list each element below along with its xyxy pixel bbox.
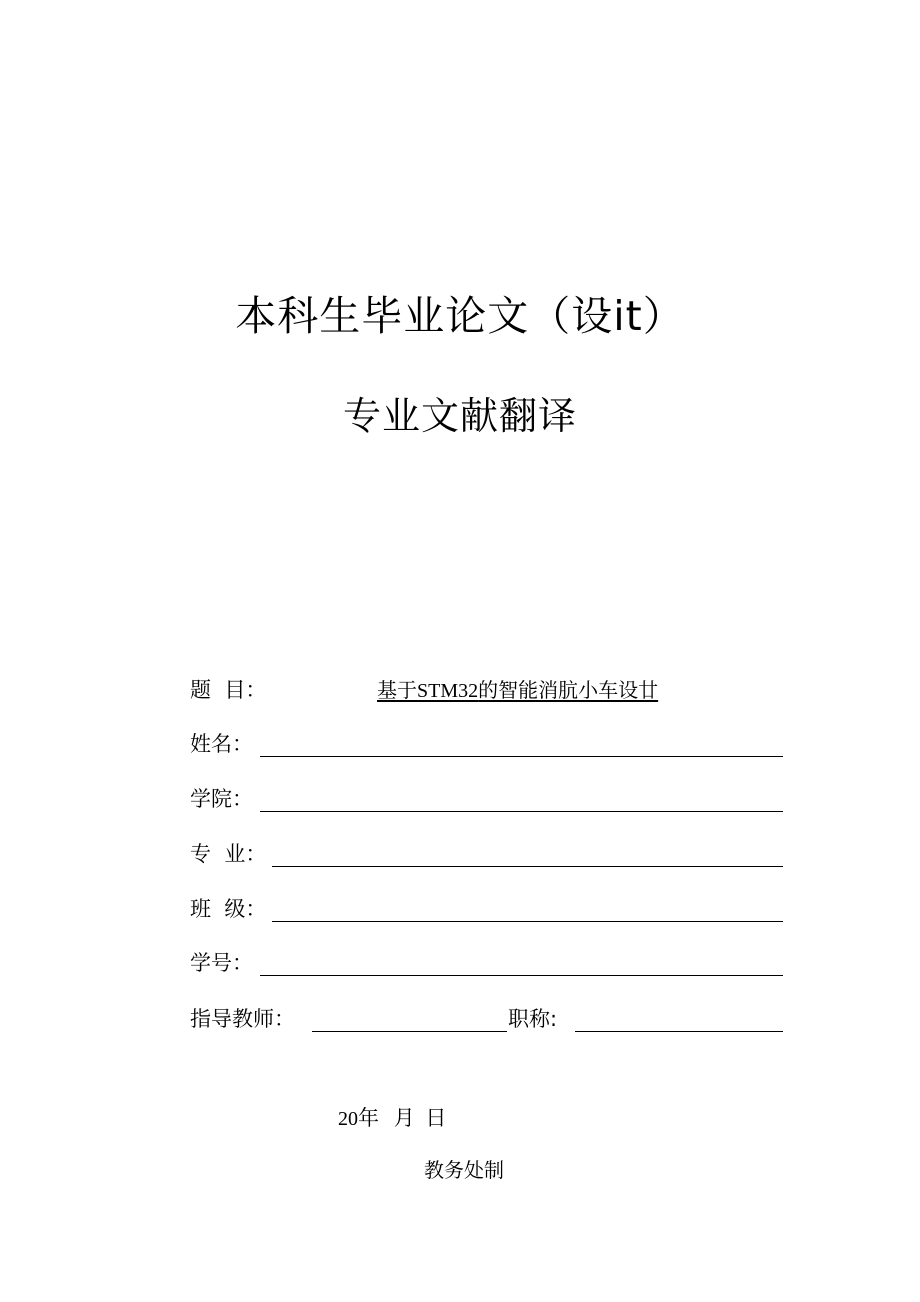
college-field[interactable]: [260, 811, 783, 812]
topic-value-prefix: 基于: [377, 678, 417, 702]
advisor-field[interactable]: [312, 1031, 507, 1032]
advisor-label: 指导教师：: [190, 1007, 295, 1031]
student-id-field[interactable]: [260, 975, 783, 976]
topic-row: [190, 673, 785, 707]
date-day: 日: [425, 1106, 447, 1130]
college-label: 学院：: [190, 787, 253, 811]
class-field[interactable]: [272, 921, 783, 922]
student-id-label: 学号：: [190, 951, 253, 975]
document-subtitle: 专业文献翻译: [342, 394, 577, 438]
date-year-unit: 年: [358, 1106, 379, 1130]
topic-value-code: STM32: [417, 680, 479, 702]
issuing-office: 教务处制: [424, 1158, 504, 1182]
topic-value: [377, 673, 658, 708]
major-field[interactable]: [272, 866, 783, 867]
topic-value-suffix: 的智能消肮小车设廿: [478, 678, 659, 702]
advisor-row: [190, 1002, 785, 1036]
student-id-row: [190, 946, 785, 980]
name-row: [190, 727, 785, 761]
college-row: [190, 782, 785, 816]
major-label: 专 业：: [190, 842, 267, 866]
major-row: [190, 837, 785, 871]
topic-label: 题 目：: [190, 678, 267, 702]
name-field[interactable]: [260, 756, 783, 757]
date-month: 月: [393, 1106, 415, 1130]
document-title: 本科生毕业论文（设it）: [235, 292, 685, 340]
class-label: 班 级：: [190, 897, 267, 921]
date-line: [338, 1101, 446, 1136]
class-row: [190, 892, 785, 926]
date-year: 20: [338, 1108, 358, 1130]
name-label: 姓名：: [190, 732, 253, 756]
rank-label: 职称:: [508, 1007, 558, 1031]
rank-field[interactable]: [575, 1031, 783, 1032]
